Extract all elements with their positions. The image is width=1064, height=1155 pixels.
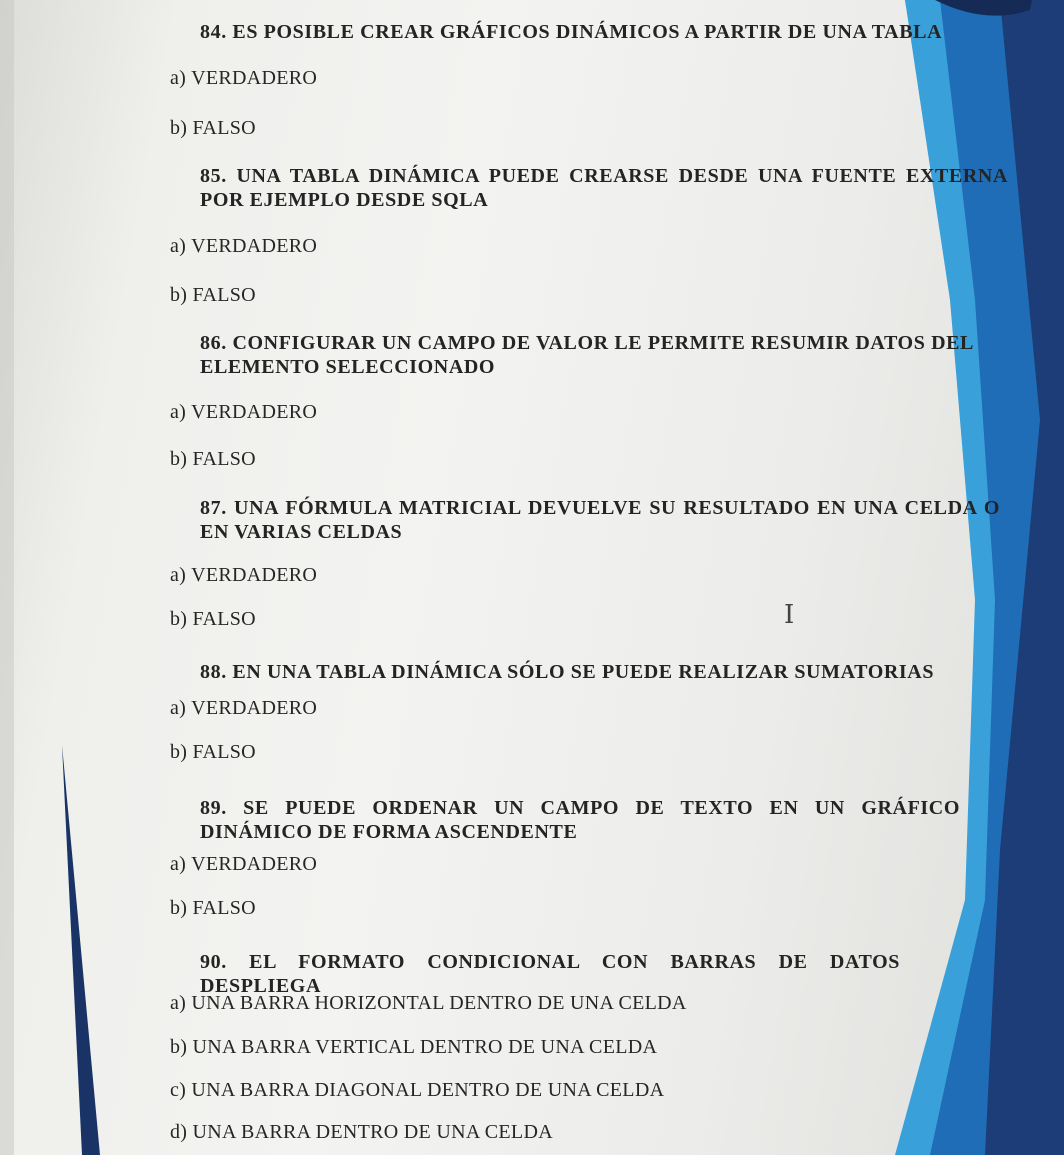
- question-90-option-b[interactable]: b) UNA BARRA VERTICAL DENTRO DE UNA CELDA: [170, 1036, 658, 1058]
- question-89: 89. SE PUEDE ORDENAR UN CAMPO DE TEXTO EN UN GRÁFICO DINÁMICO DE FORMA ASCENDENTE: [200, 797, 960, 843]
- question-90-option-a[interactable]: a) UNA BARRA HORIZONTAL DENTRO DE UNA CELDA: [170, 992, 687, 1014]
- question-88: 88. EN UNA TABLA DINÁMICA SÓLO SE PUEDE REALIZAR SUMATORIAS: [200, 661, 935, 683]
- question-86-option-a[interactable]: a) VERDADERO: [170, 401, 318, 423]
- question-86-option-b[interactable]: b) FALSO: [170, 448, 256, 470]
- question-85: 85. UNA TABLA DINÁMICA PUEDE CREARSE DESDE UNA FUENTE EXTERNA POR EJEMPLO DESDE SQLA: [200, 165, 1008, 211]
- question-90-option-d[interactable]: d) UNA BARRA DENTRO DE UNA CELDA: [170, 1121, 553, 1143]
- question-87: 87. UNA FÓRMULA MATRICIAL DEVUELVE SU RESULTADO EN UNA CELDA O EN VARIAS CELDAS: [200, 497, 1000, 543]
- question-88-option-a[interactable]: a) VERDADERO: [170, 697, 318, 719]
- text-cursor-icon: I: [784, 600, 795, 630]
- question-85-option-a[interactable]: a) VERDADERO: [170, 235, 318, 257]
- question-87-option-a[interactable]: a) VERDADERO: [170, 564, 318, 586]
- question-90: 90. EL FORMATO CONDICIONAL CON BARRAS DE DATOS DESPLIEGA: [200, 951, 900, 997]
- question-84-option-a[interactable]: a) VERDADERO: [170, 67, 318, 89]
- left-band-dark: [62, 745, 100, 1155]
- question-84: 84. ES POSIBLE CREAR GRÁFICOS DINÁMICOS A PARTIR DE UNA TABLA: [200, 21, 943, 43]
- question-84-option-b[interactable]: b) FALSO: [170, 117, 256, 139]
- question-89-option-b[interactable]: b) FALSO: [170, 897, 256, 919]
- question-87-option-b[interactable]: b) FALSO: [170, 608, 256, 630]
- question-88-option-b[interactable]: b) FALSO: [170, 741, 256, 763]
- left-edge-shadow: [0, 0, 14, 1155]
- question-85-option-b[interactable]: b) FALSO: [170, 284, 256, 306]
- question-89-option-a[interactable]: a) VERDADERO: [170, 853, 318, 875]
- question-90-option-c[interactable]: c) UNA BARRA DIAGONAL DENTRO DE UNA CELDA: [170, 1079, 665, 1101]
- question-86: 86. CONFIGURAR UN CAMPO DE VALOR LE PERMITE RESUMIR DATOS DEL ELEMENTO SELECCIONADO: [200, 332, 974, 378]
